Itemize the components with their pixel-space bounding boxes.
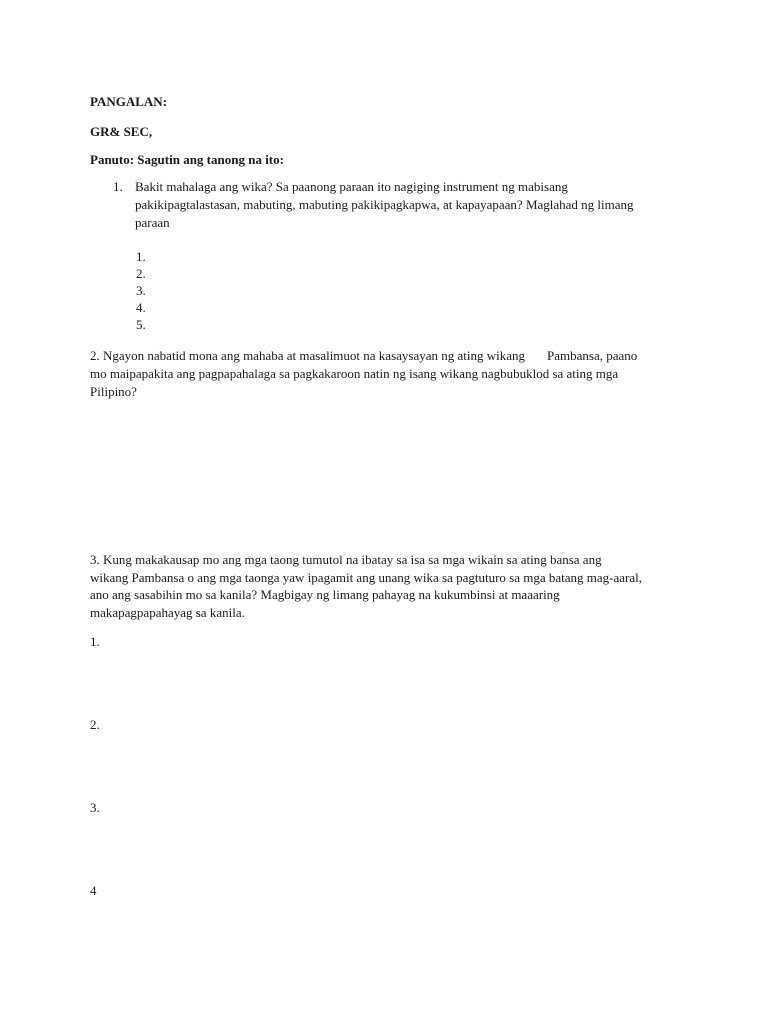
- q1-line-2: pakikipagtalastasan, mabuting, mabuting pakikipagkapwa, at kapayapaan? Maglahad ng limang: [135, 197, 634, 212]
- q3-line-3: ano ang sasabihin mo sa kanila? Magbigay ng limang pahayag na kukumbinsi at maaaring: [90, 587, 560, 602]
- q1-answer-number: 2.: [136, 266, 146, 281]
- q2-line-1: [90, 347, 637, 365]
- q3-line-2: wikang Pambansa o ang mga taonga yaw ipagamit ang unang wika sa pagtuturo sa mga batang mag-aaral,: [90, 569, 642, 585]
- q2-line-3: Pilipino?: [90, 384, 137, 399]
- q3-answer-number: 1.: [90, 634, 100, 649]
- q1-answer-list: [136, 248, 146, 333]
- q1-answer-number: 4.: [136, 300, 146, 315]
- q2-line-1-part-1: 2. Ngayon nabatid mona ang mahaba at masalimuot na kasaysayan ng ating wikang: [90, 348, 526, 363]
- q1-answer-number: 3.: [136, 283, 146, 298]
- q3-text: [90, 551, 642, 621]
- instructions: Panuto: Sagutin ang tanong na ito:: [90, 152, 284, 167]
- q3-line-1: 3. Kung makakausap mo ang mga taong tumutol na ibatay sa isa sa mga wikain sa ating bansa ang: [90, 552, 602, 567]
- q3-answer-number: 2.: [90, 717, 100, 732]
- q1-answer-number: 1.: [136, 249, 146, 264]
- q2-line-2: mo maipapakita ang pagpapahalaga sa pagkakaroon natin ng isang wikang nagbubuklod sa ating mga: [90, 366, 619, 381]
- q2-text: [90, 347, 637, 401]
- q1-answer-number: 5.: [136, 317, 146, 332]
- q3-answer-number: 4: [90, 883, 97, 898]
- q3-answer-number: 3.: [90, 800, 100, 815]
- q3-line-4: makapagpapahayag sa kanila.: [90, 604, 245, 620]
- q2-line-1-part-2: Pambansa, paano: [547, 348, 638, 363]
- grade-section-label: GR& SEC,: [90, 124, 153, 139]
- q1-number: 1.: [113, 179, 123, 194]
- q1-line-3: paraan: [135, 215, 170, 230]
- q1-text: [135, 178, 634, 232]
- name-label: PANGALAN:: [90, 94, 168, 109]
- q1-line-1: Bakit mahalaga ang wika? Sa paanong paraan ito nagiging instrument ng mabisang: [135, 179, 568, 194]
